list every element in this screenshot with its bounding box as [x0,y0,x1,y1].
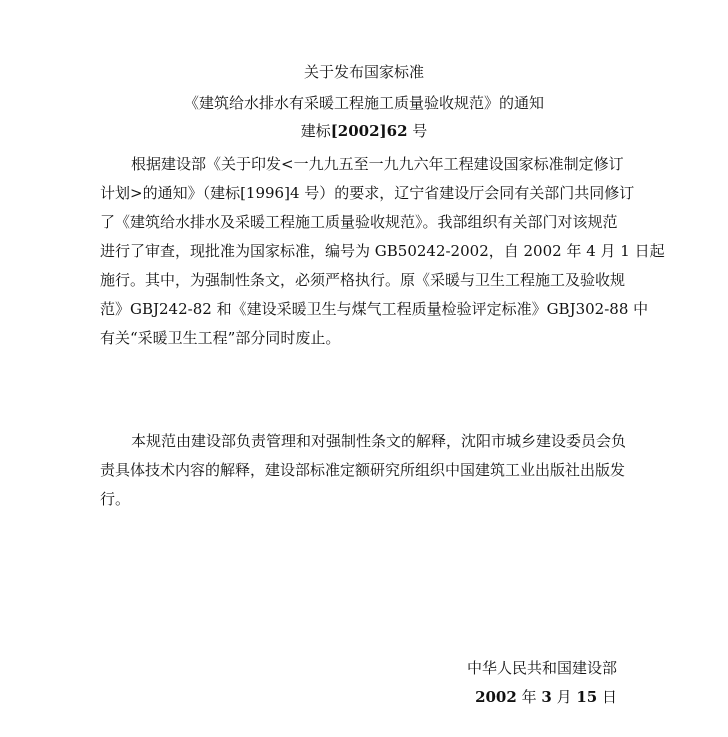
paragraph-line: 行。 [100,490,131,508]
paragraph-line: 本规范由建设部负责管理和对强制性条文的解释，沈阳市城乡建设委员会负 [131,432,627,450]
paragraph-line: 施行。其中，为强制性条文，必须严格执行。原《采暖与卫生工程施工及验收规 [100,271,626,289]
date-month: 3 [541,688,552,706]
body-paragraph-2 [100,427,627,514]
date-day: 15 [576,688,598,706]
date-month-unit: 月 [551,688,577,706]
document-number [0,121,728,141]
notice-title-line1: 关于发布国家标准 [303,63,424,81]
paragraph-line: 进行了审查，现批准为国家标准，编号为 GB50242-2002，自 2002 年 4 月 1 日起 [100,242,665,260]
signature-date [475,687,617,707]
document-number-suffix: 号 [407,122,428,140]
date-year-unit: 年 [516,688,542,706]
signature-organization: 中华人民共和国建设部 [466,659,617,677]
paragraph-line: 了《建筑给水排水及采暖工程施工质量验收规范》。我部组织有关部门对该规范 [100,213,618,231]
paragraph-line: 责具体技术内容的解释，建设部标准定额研究所组织中国建筑工业出版社出版发 [100,461,626,479]
document-number-code: [2002]62 [330,122,408,140]
paragraph-line: 有关“采暖卫生工程”部分同时废止。 [100,329,341,347]
notice-title-line2: 《建筑给水排水有采暖工程施工质量验收规范》的通知 [183,94,544,112]
date-year: 2002 [475,688,517,706]
paragraph-line: 计划>的通知》（建标[1996]4 号）的要求，辽宁省建设厅会同有关部门共同修订 [100,184,635,202]
paragraph-line: 范》GBJ242-82 和《建设采暖卫生与煤气工程质量检验评定标准》GBJ302-88 中 [100,300,649,318]
date-day-unit: 日 [597,688,617,706]
body-paragraph-1 [100,150,665,353]
paragraph-line: 根据建设部《关于印发<一九九五至一九九六年工程建设国家标准制定修订 [131,155,624,173]
document-number-prefix: 建标 [300,122,331,140]
